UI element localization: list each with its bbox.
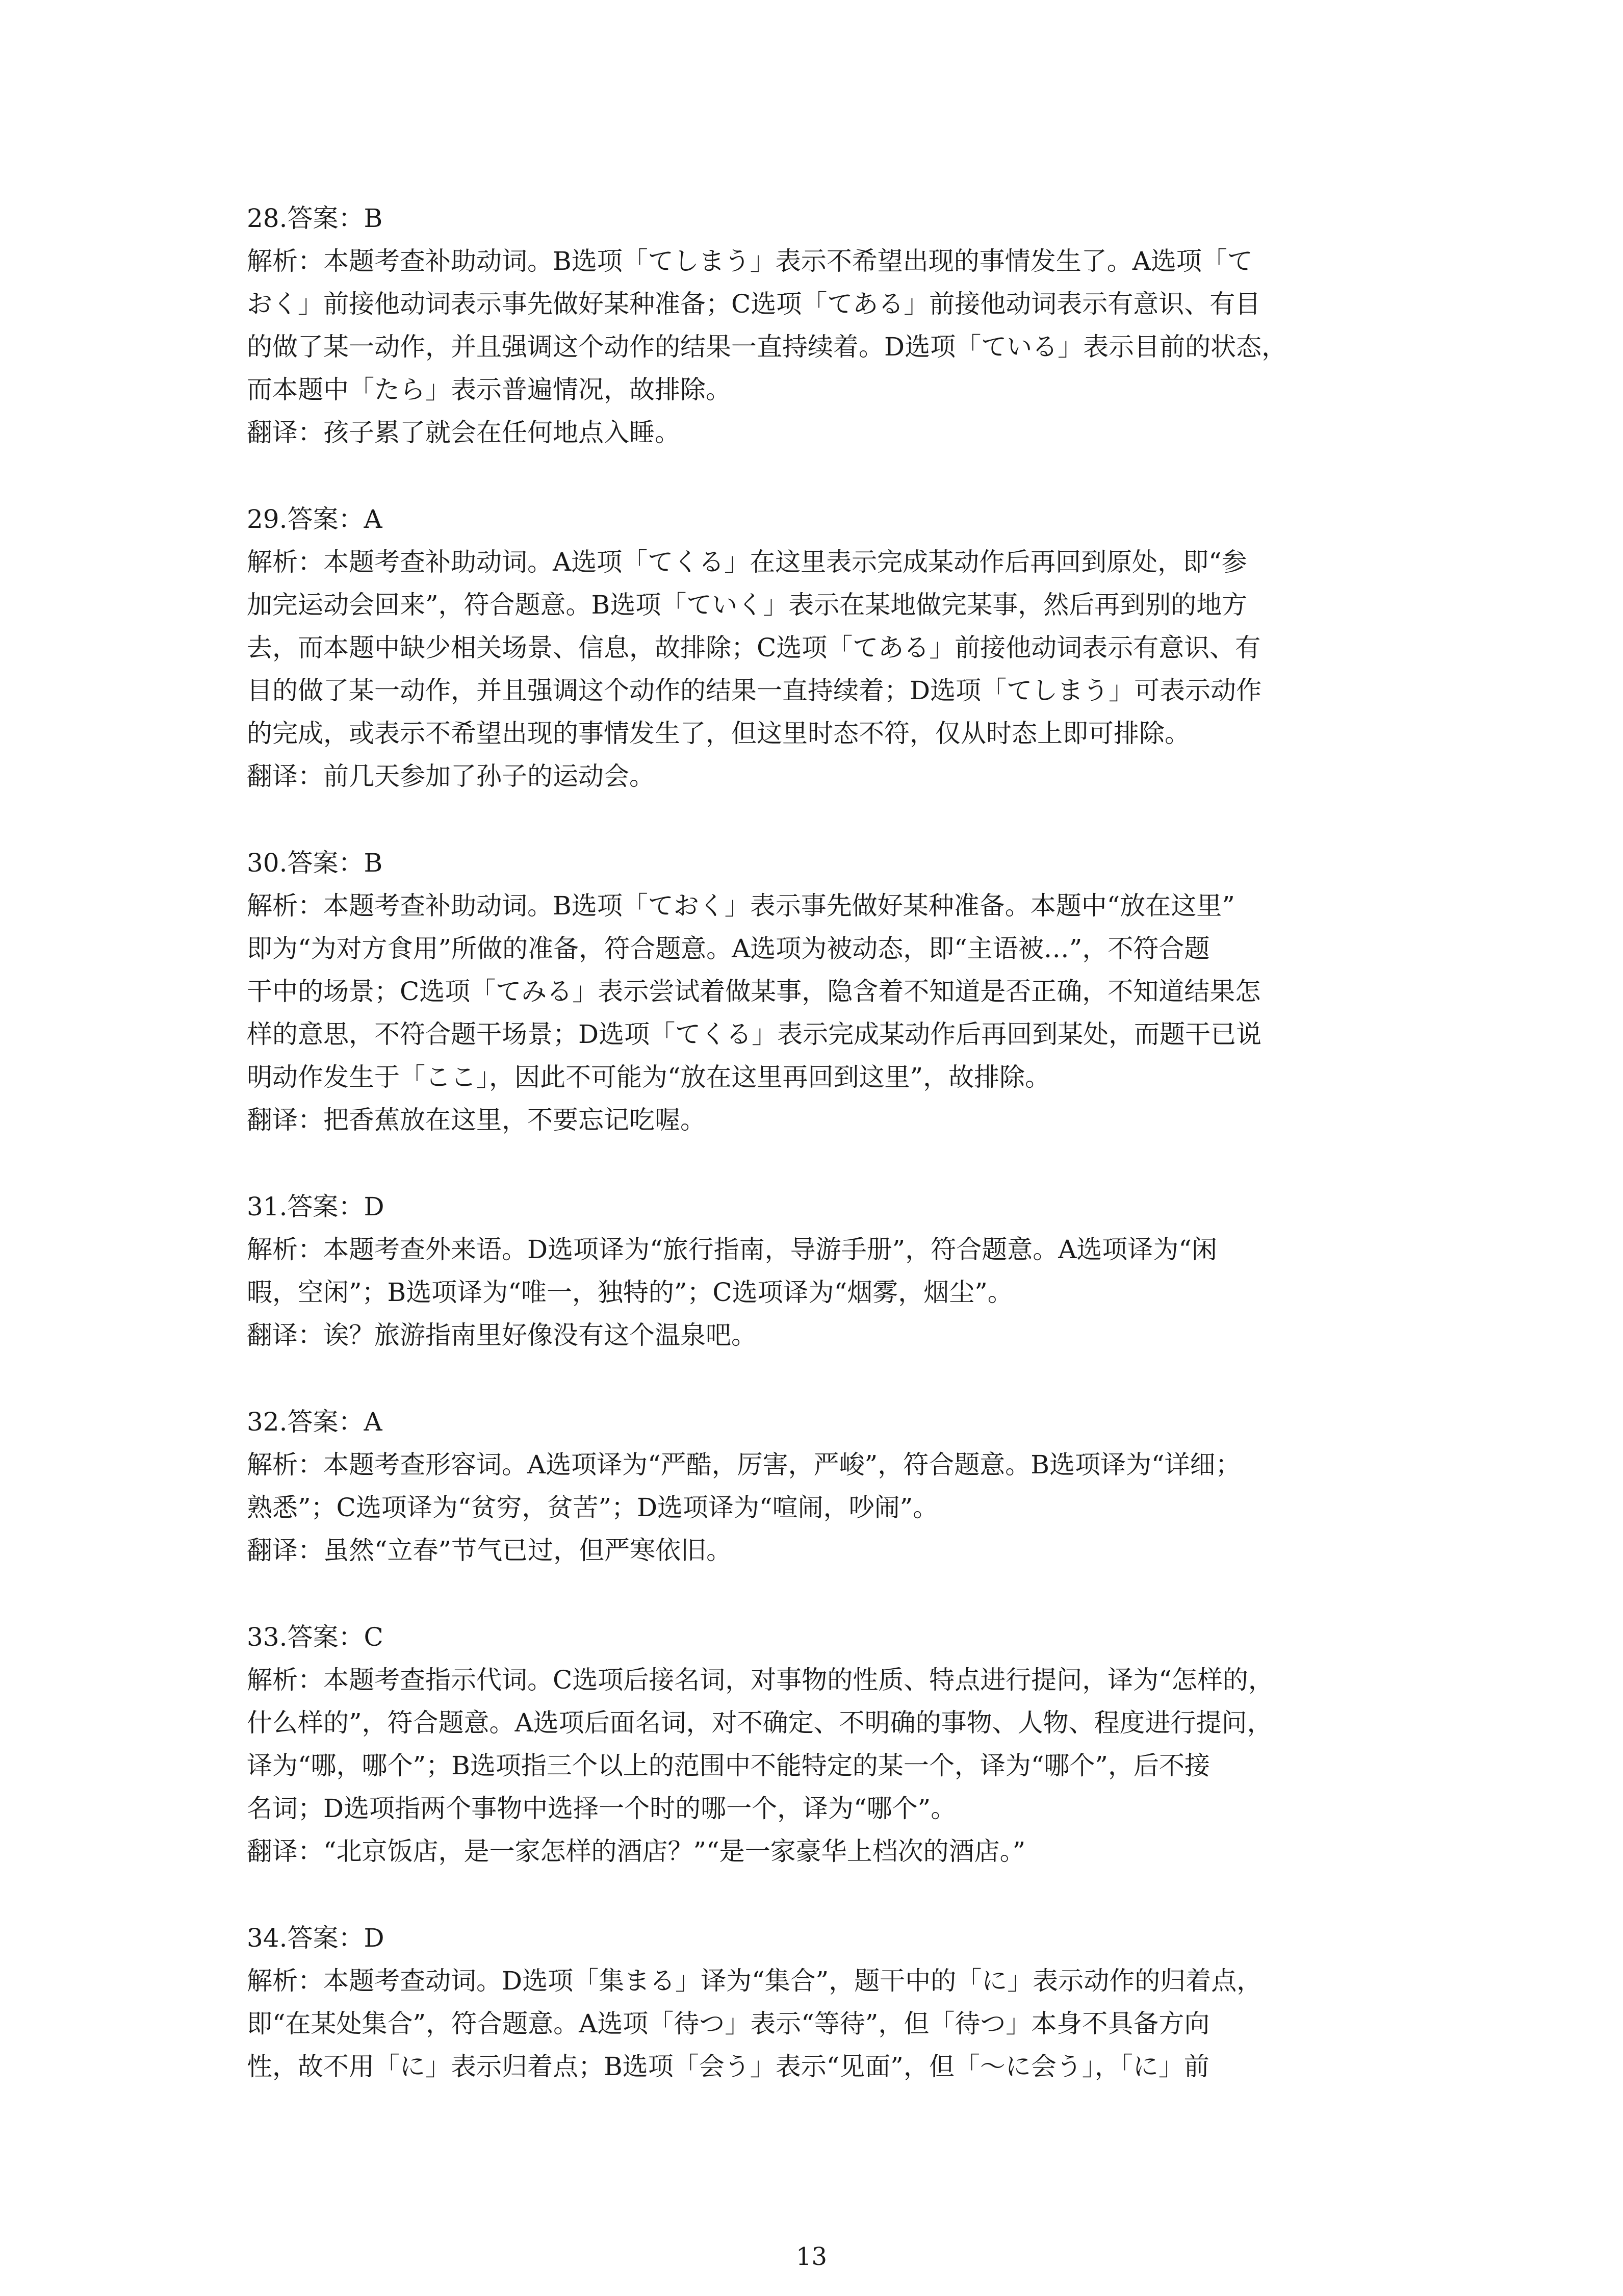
- answer-heading: 28.答案：B: [247, 203, 383, 233]
- answer-heading: 30.答案：B: [247, 848, 383, 878]
- analysis-line: 而本题中「たら」表示普遍情况，故排除。: [247, 375, 731, 404]
- analysis-line: 解析：本题考查动词。D选项「集まる」译为“集合”，题干中的「に」表示动作的归着点，: [247, 1966, 1263, 1996]
- analysis-line: 名词；D选项指两个事物中选择一个时的哪一个，译为“哪个”。: [247, 1794, 957, 1823]
- answer-entry-31: [247, 1185, 1384, 1357]
- translation-line: 翻译：把香蕉放在这里，不要忘记吃喔。: [247, 1105, 706, 1135]
- answer-heading: 33.答案：C: [247, 1622, 383, 1652]
- analysis-line: 明动作发生于「ここ」，因此不可能为“放在这里再回到这里”，故排除。: [247, 1062, 1051, 1092]
- analysis-line: 即为“为对方食用”所做的准备，符合题意。A选项为被动态，即“主语被…”，不符合题: [247, 934, 1210, 963]
- answer-entry-33: [247, 1616, 1384, 1873]
- translation-line: 翻译：“北京饭店，是一家怎样的酒店？”“是一家豪华上档次的酒店。”: [247, 1836, 1026, 1866]
- answer-heading: 32.答案：A: [247, 1407, 382, 1437]
- answer-heading: 29.答案：A: [247, 504, 382, 534]
- analysis-line: 去，而本题中缺少相关场景、信息，故排除；C选项「てある」前接他动词表示有意识、有: [247, 633, 1261, 662]
- analysis-line: おく」前接他动词表示事先做好某种准备；C选项「てある」前接他动词表示有意识、有目: [247, 289, 1261, 319]
- analysis-line: 性，故不用「に」表示归着点；B选项「会う」表示“见面”，但「～に会う」，「に」前: [247, 2052, 1209, 2081]
- translation-line: 翻译：前几天参加了孙子的运动会。: [247, 761, 655, 791]
- analysis-line: 解析：本题考查补助动词。B选项「ておく」表示事先做好某种准备。本题中“放在这里”: [247, 891, 1235, 921]
- translation-line: 翻译：诶？旅游指南里好像没有这个温泉吧。: [247, 1320, 757, 1350]
- analysis-line: 的做了某一动作，并且强调这个动作的结果一直持续着。D选项「ている」表示目前的状态，: [247, 332, 1287, 362]
- analysis-line: 熟悉”；C选项译为“贫穷，贫苦”；D选项译为“喧闹，吵闹”。: [247, 1493, 939, 1522]
- analysis-line: 什么样的”，符合题意。A选项后面名词，对不确定、不明确的事物、人物、程度进行提问，: [247, 1708, 1273, 1738]
- analysis-line: 即“在某处集合”，符合题意。A选项「待つ」表示“等待”，但「待つ」本身不具备方向: [247, 2009, 1210, 2038]
- translation-line: 翻译：虽然“立春”节气已过，但严寒依旧。: [247, 1536, 732, 1565]
- answer-entry-28: [247, 197, 1384, 454]
- page-number: 13: [795, 2242, 828, 2271]
- analysis-line: 解析：本题考查指示代词。C选项后接名词，对事物的性质、特点进行提问，译为“怎样的，: [247, 1665, 1274, 1695]
- analysis-line: 的完成，或表示不希望出现的事情发生了，但这里时态不符，仅从时态上即可排除。: [247, 719, 1190, 748]
- analysis-line: 解析：本题考查形容词。A选项译为“严酷，厉害，严峻”，符合题意。B选项译为“详细；: [247, 1450, 1241, 1479]
- analysis-line: 样的意思，不符合题干场景；D选项「てくる」表示完成某动作后再回到某处，而题干已说: [247, 1019, 1262, 1049]
- analysis-line: 解析：本题考查补助动词。A选项「てくる」在这里表示完成某动作后再回到原处，即“参: [247, 547, 1247, 577]
- analysis-line: 干中的场景；C选项「てみる」表示尝试着做某事，隐含着不知道是否正确，不知道结果怎: [247, 977, 1261, 1006]
- answer-heading: 31.答案：D: [247, 1192, 384, 1221]
- analysis-line: 译为“哪，哪个”；B选项指三个以上的范围中不能特定的某一个，译为“哪个”，后不接: [247, 1751, 1210, 1780]
- answer-entry-30: [247, 841, 1384, 1141]
- analysis-line: 解析：本题考查补助动词。B选项「てしまう」表示不希望出现的事情发生了。A选项「て: [247, 246, 1253, 276]
- analysis-line: 目的做了某一动作，并且强调这个动作的结果一直持续着；D选项「てしまう」可表示动作: [247, 676, 1262, 705]
- answer-heading: 34.答案：D: [247, 1923, 384, 1953]
- answer-entry-32: [247, 1400, 1384, 1572]
- translation-line: 翻译：孩子累了就会在任何地点入睡。: [247, 418, 680, 447]
- analysis-line: 解析：本题考查外来语。D选项译为“旅行指南，导游手册”，符合题意。A选项译为“闲: [247, 1235, 1217, 1264]
- page-content: [247, 197, 1384, 2132]
- answer-entry-34: [247, 1917, 1384, 2088]
- analysis-line: 加完运动会回来”，符合题意。B选项「ていく」表示在某地做完某事，然后再到别的地方: [247, 590, 1248, 620]
- analysis-line: 暇，空闲”；B选项译为“唯一，独特的”；C选项译为“烟雾，烟尘”。: [247, 1278, 1013, 1307]
- answer-entry-29: [247, 498, 1384, 798]
